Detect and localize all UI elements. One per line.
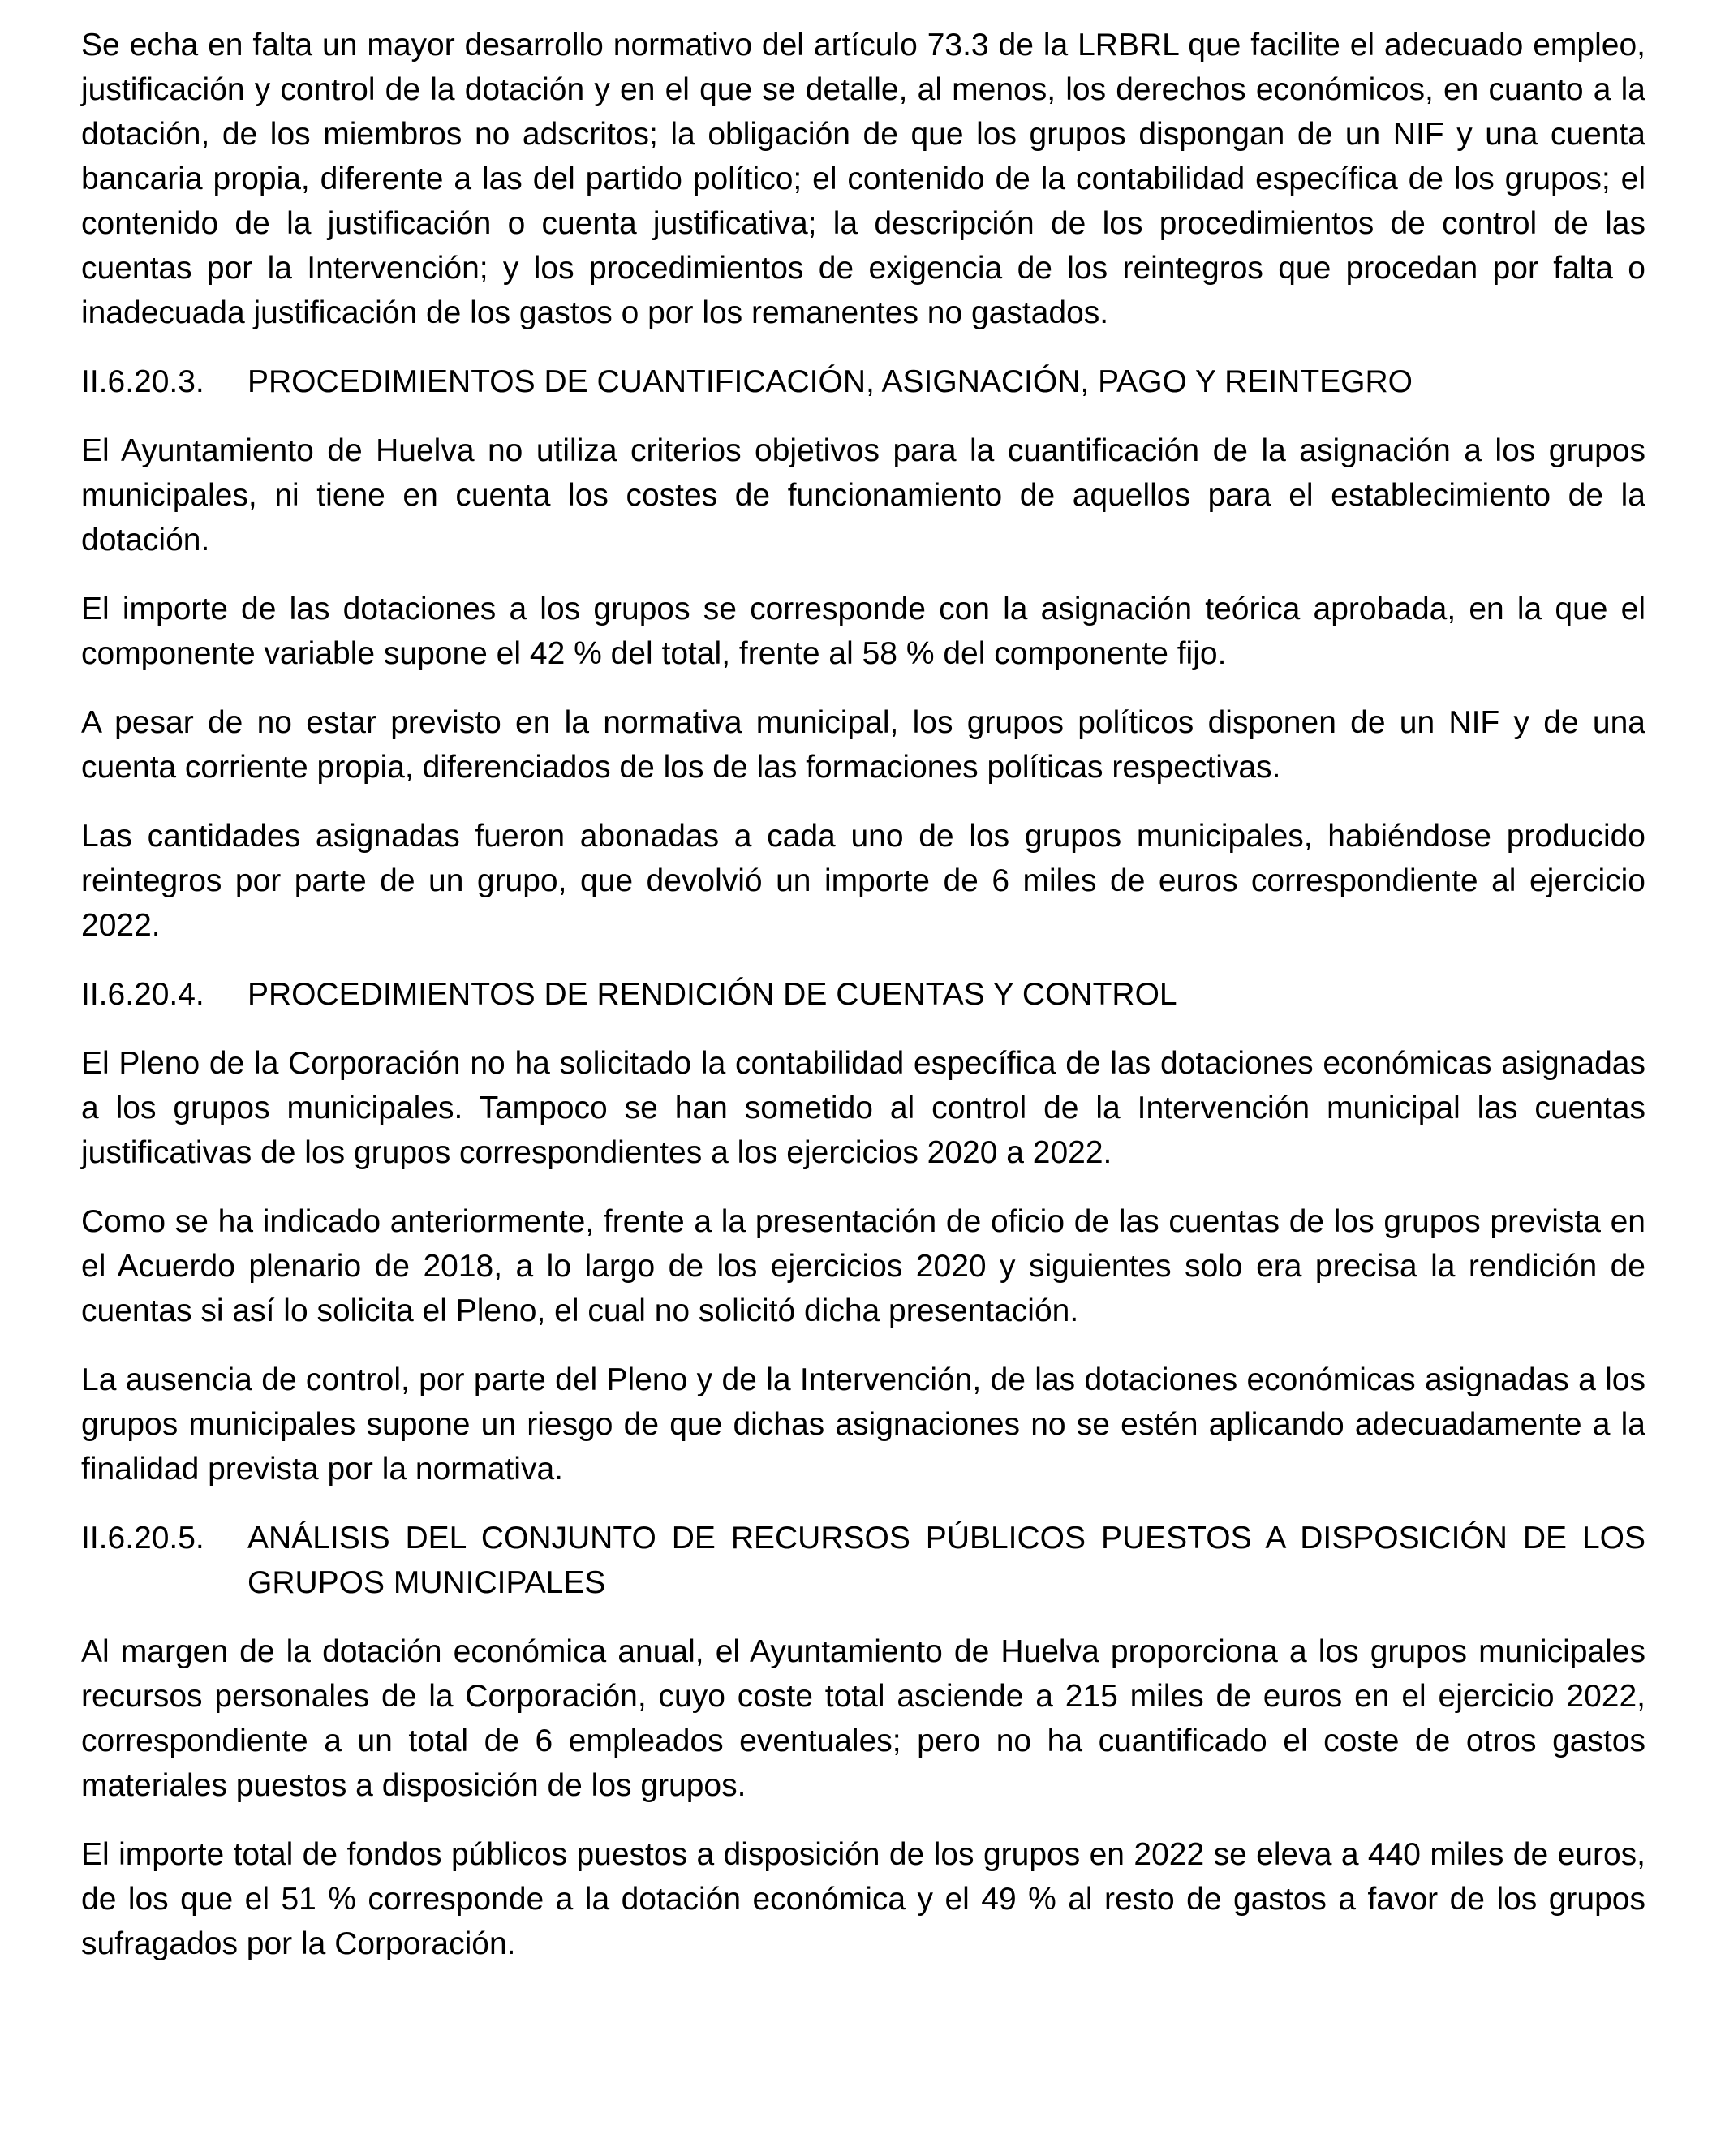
document-text-block <box>81 23 1645 1990</box>
heading-title: ANÁLISIS DEL CONJUNTO DE RECURSOS PÚBLICOS PUESTOS A DISPOSICIÓN DE LOS GRUPOS MUNICIPALES <box>247 1521 1645 1600</box>
paragraph: El importe total de fondos públicos puestos a disposición de los grupos en 2022 se eleva a 440 miles de euros, de los que el 51 % corresponde a la dotación económica y el 49 % al resto de gastos a favor de los grupos sufragados por la Corporación. <box>81 1837 1645 1961</box>
heading-title: PROCEDIMIENTOS DE CUANTIFICACIÓN, ASIGNACIÓN, PAGO Y REINTEGRO <box>247 364 1413 399</box>
paragraph: La ausencia de control, por parte del Pleno y de la Intervención, de las dotaciones económicas asignadas a los grupos municipales supone un riesgo de que dichas asignaciones no se estén aplicando adecuadamente a la finalidad prevista por la normativa. <box>81 1362 1645 1487</box>
paragraph: Las cantidades asignadas fueron abonadas a cada uno de los grupos municipales, habiéndose producido reintegros por parte de un grupo, que devolvió un importe de 6 miles de euros correspondiente al ejercicio 2022. <box>81 819 1645 943</box>
section-heading <box>81 1516 1645 1605</box>
heading-number: II.6.20.5. <box>81 1521 204 1556</box>
heading-title: PROCEDIMIENTOS DE RENDICIÓN DE CUENTAS Y CONTROL <box>247 977 1177 1012</box>
paragraph: El importe de las dotaciones a los grupos se corresponde con la asignación teórica aprobada, en la que el componente variable supone el 42 % del total, frente al 58 % del componente fijo. <box>81 592 1645 671</box>
paragraph: Al margen de la dotación económica anual, el Ayuntamiento de Huelva proporciona a los grupos municipales recursos personales de la Corporación, cuyo coste total asciende a 215 miles de euros en el ejercicio 2022, correspondiente a un total de 6 empleados eventuales; pero no ha cuantificado el coste de otros gastos materiales puestos a disposición de los grupos. <box>81 1634 1645 1803</box>
section-heading <box>81 972 1645 1017</box>
section-heading <box>81 359 1645 404</box>
paragraph: El Ayuntamiento de Huelva no utiliza criterios objetivos para la cuantificación de la asignación a los grupos municipales, ni tiene en cuenta los costes de funcionamiento de aquellos para el establecimiento de la dotación. <box>81 433 1645 557</box>
paragraph: Se echa en falta un mayor desarrollo normativo del artículo 73.3 de la LRBRL que facilite el adecuado empleo, justificación y control de la dotación y en el que se detalle, al menos, los derechos económicos, en cuanto a la dotación, de los miembros no adscritos; la obligación de que los grupos dispongan de un NIF y una cuenta bancaria propia, diferente a las del partido político; el contenido de la contabilidad específica de los grupos; el contenido de la justificación o cuenta justificativa; la descripción de los procedimientos de control de las cuentas por la Intervención; y los procedimientos de exigencia de los reintegros que procedan por falta o inadecuada justificación de los gastos o por los remanentes no gastados. <box>81 28 1645 330</box>
paragraph: El Pleno de la Corporación no ha solicitado la contabilidad específica de las dotaciones económicas asignadas a los grupos municipales. Tampoco se han sometido al control de la Intervención municipal las cuentas justificativas de los grupos correspondientes a los ejercicios 2020 a 2022. <box>81 1046 1645 1170</box>
paragraph: Como se ha indicado anteriormente, frente a la presentación de oficio de las cuentas de los grupos prevista en el Acuerdo plenario de 2018, a lo largo de los ejercicios 2020 y siguientes solo era precisa la rendición de cuentas si así lo solicita el Pleno, el cual no solicitó dicha presentación. <box>81 1204 1645 1328</box>
heading-number: II.6.20.4. <box>81 977 204 1012</box>
heading-number: II.6.20.3. <box>81 364 204 399</box>
paragraph: A pesar de no estar previsto en la normativa municipal, los grupos políticos disponen de un NIF y de una cuenta corriente propia, diferenciados de los de las formaciones políticas respectivas. <box>81 705 1645 785</box>
